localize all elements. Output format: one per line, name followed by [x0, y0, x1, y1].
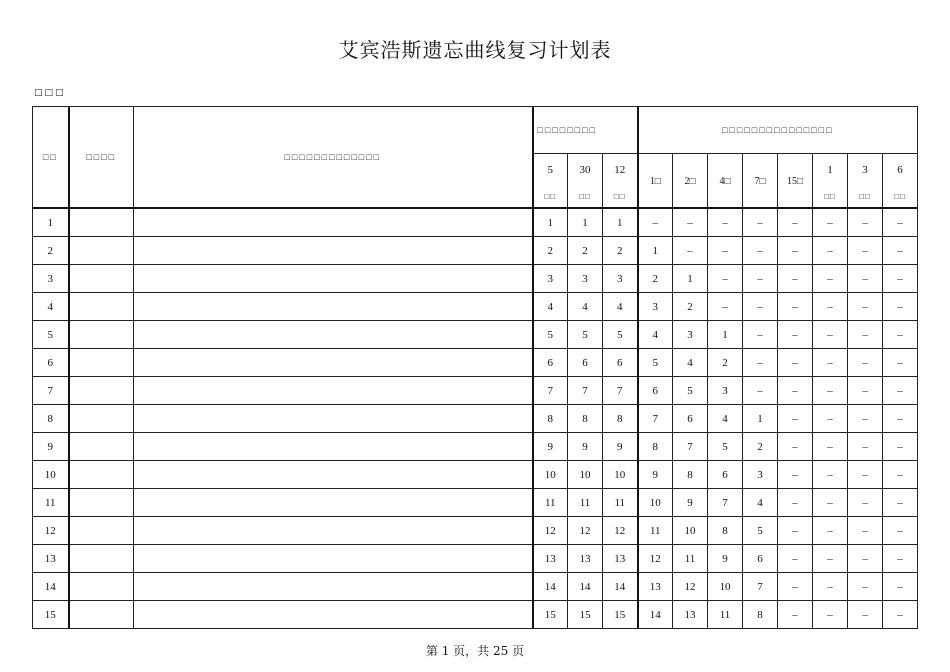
row-index-cell: 8 [33, 405, 69, 433]
header-interval-label: 2□ [684, 175, 696, 187]
header-interval-label: 1□ [649, 175, 661, 187]
row-date-cell[interactable] [69, 293, 134, 321]
review-count-cell: 7 [638, 405, 673, 433]
review-count-cell: – [743, 265, 778, 293]
row-content-cell[interactable] [134, 349, 533, 377]
table-row [33, 237, 918, 265]
review-count-cell: 12 [533, 517, 568, 545]
row-content-cell[interactable] [134, 377, 533, 405]
review-count-cell: – [883, 349, 918, 377]
review-count-cell: 10 [638, 489, 673, 517]
table-row [33, 433, 918, 461]
table-row [33, 349, 918, 377]
review-count-cell: 6 [603, 349, 638, 377]
review-count-cell: – [743, 349, 778, 377]
review-count-cell: – [778, 461, 813, 489]
review-count-cell: 9 [533, 433, 568, 461]
review-count-cell: 9 [568, 433, 603, 461]
review-count-cell: – [813, 433, 848, 461]
review-count-cell: – [848, 601, 883, 629]
review-count-cell: 3 [673, 321, 708, 349]
review-count-cell: – [883, 573, 918, 601]
review-count-cell: 3 [708, 377, 743, 405]
review-count-cell: – [848, 545, 883, 573]
row-index-cell: 5 [33, 321, 69, 349]
header-interval-unit: □□ [613, 192, 626, 201]
row-index-cell: 15 [33, 601, 69, 629]
review-count-cell: 6 [708, 461, 743, 489]
header-interval-number: 3 [862, 164, 868, 176]
review-count-cell: 5 [568, 321, 603, 349]
row-content-cell[interactable] [134, 517, 533, 545]
review-count-cell: – [813, 545, 848, 573]
table-row [33, 461, 918, 489]
page-footer: 第 1 页，共 25 页 [425, 644, 525, 658]
review-count-cell: – [848, 237, 883, 265]
review-count-cell: 6 [568, 349, 603, 377]
review-count-cell: – [813, 377, 848, 405]
header-interval-2 [568, 154, 603, 209]
review-count-cell: 4 [673, 349, 708, 377]
header-interval-unit: □□ [544, 192, 557, 201]
review-count-cell: 3 [638, 293, 673, 321]
review-count-cell: – [883, 321, 918, 349]
review-count-cell: 6 [743, 545, 778, 573]
review-count-cell: 1 [708, 321, 743, 349]
header-interval-number: 1 [827, 164, 833, 176]
review-count-cell: – [813, 265, 848, 293]
review-count-cell: – [883, 461, 918, 489]
header-interval-11 [883, 154, 918, 209]
table-row [33, 377, 918, 405]
review-count-cell: 9 [708, 545, 743, 573]
review-count-cell: 10 [533, 461, 568, 489]
review-count-cell: – [778, 237, 813, 265]
row-content-cell[interactable] [134, 265, 533, 293]
row-index-cell: 13 [33, 545, 69, 573]
review-count-cell: 11 [533, 489, 568, 517]
table-row [33, 405, 918, 433]
header-interval-number: 6 [897, 164, 903, 176]
review-count-cell: 5 [673, 377, 708, 405]
review-plan-table [32, 106, 918, 629]
review-count-cell: 7 [708, 489, 743, 517]
review-count-cell: – [778, 601, 813, 629]
review-count-cell: – [778, 265, 813, 293]
review-count-cell: – [848, 433, 883, 461]
header-interval-unit: □□ [894, 192, 906, 201]
header-row-top [33, 107, 918, 154]
review-count-cell: – [883, 433, 918, 461]
header-interval-number: 12 [614, 164, 626, 176]
row-date-cell[interactable] [69, 461, 134, 489]
review-count-cell: 5 [603, 321, 638, 349]
table-row [33, 517, 918, 545]
row-date-cell[interactable] [69, 237, 134, 265]
review-count-cell: 11 [708, 601, 743, 629]
header-interval-8 [778, 154, 813, 209]
review-count-cell: 2 [673, 293, 708, 321]
review-count-cell: 10 [568, 461, 603, 489]
review-count-cell: – [778, 405, 813, 433]
review-count-cell: – [778, 208, 813, 237]
row-content-cell[interactable] [134, 293, 533, 321]
review-count-cell: – [778, 433, 813, 461]
review-count-cell: – [883, 237, 918, 265]
review-count-cell: 1 [568, 208, 603, 237]
review-count-cell: 7 [533, 377, 568, 405]
review-count-cell: 13 [673, 601, 708, 629]
review-count-cell: 5 [743, 517, 778, 545]
review-count-cell: 6 [673, 405, 708, 433]
review-count-cell: – [813, 208, 848, 237]
review-count-cell: 13 [638, 573, 673, 601]
row-date-cell[interactable] [69, 208, 134, 237]
review-count-cell: 10 [603, 461, 638, 489]
review-count-cell: – [708, 237, 743, 265]
header-interval-unit: □□ [859, 192, 871, 201]
review-count-cell: 10 [708, 573, 743, 601]
review-count-cell: – [883, 405, 918, 433]
review-count-cell: 2 [603, 237, 638, 265]
review-count-cell: – [813, 601, 848, 629]
review-count-cell: 9 [603, 433, 638, 461]
review-count-cell: – [743, 237, 778, 265]
table-row [33, 573, 918, 601]
header-interval-1 [533, 154, 568, 209]
review-count-cell: 15 [568, 601, 603, 629]
review-count-cell: – [883, 208, 918, 237]
review-count-cell: 4 [603, 293, 638, 321]
review-count-cell: – [708, 208, 743, 237]
review-count-cell: – [848, 321, 883, 349]
review-count-cell: 3 [568, 265, 603, 293]
review-count-cell: 10 [673, 517, 708, 545]
row-index-cell: 11 [33, 489, 69, 517]
review-count-cell: – [883, 265, 918, 293]
review-count-cell: – [848, 377, 883, 405]
review-count-cell: 15 [603, 601, 638, 629]
review-count-cell: – [848, 293, 883, 321]
review-count-cell: 13 [603, 545, 638, 573]
review-count-cell: 8 [743, 601, 778, 629]
review-count-cell: 12 [603, 517, 638, 545]
review-count-cell: 12 [568, 517, 603, 545]
table-body [33, 208, 918, 629]
row-content-cell[interactable] [134, 321, 533, 349]
review-count-cell: – [813, 405, 848, 433]
table-row [33, 321, 918, 349]
review-count-cell: – [813, 573, 848, 601]
table-row [33, 265, 918, 293]
review-count-cell: 5 [638, 349, 673, 377]
review-count-cell: – [883, 293, 918, 321]
review-count-cell: 4 [638, 321, 673, 349]
review-count-cell: 5 [533, 321, 568, 349]
row-date-cell[interactable] [69, 321, 134, 349]
header-interval-unit: □□ [579, 192, 591, 201]
review-count-cell: – [883, 545, 918, 573]
review-count-cell: 11 [638, 517, 673, 545]
document-title: 艾宾浩斯遗忘曲线复习计划表 [338, 38, 612, 62]
row-index-cell: 9 [33, 433, 69, 461]
row-index-cell: 6 [33, 349, 69, 377]
row-date-cell[interactable] [69, 601, 134, 629]
review-count-cell: 8 [638, 433, 673, 461]
row-content-cell[interactable] [134, 545, 533, 573]
row-index-cell: 7 [33, 377, 69, 405]
review-count-cell: 4 [568, 293, 603, 321]
review-count-cell: 1 [638, 237, 673, 265]
review-count-cell: – [848, 349, 883, 377]
review-count-cell: – [743, 377, 778, 405]
review-count-cell: – [673, 208, 708, 237]
header-interval-3 [603, 154, 638, 209]
review-count-cell: – [813, 321, 848, 349]
review-count-cell: 11 [603, 489, 638, 517]
review-count-cell: 8 [603, 405, 638, 433]
review-count-cell: 14 [533, 573, 568, 601]
review-count-cell: 7 [743, 573, 778, 601]
review-count-cell: 14 [638, 601, 673, 629]
review-count-cell: 8 [533, 405, 568, 433]
row-date-cell[interactable] [69, 433, 134, 461]
table-row [33, 293, 918, 321]
review-count-cell: 11 [568, 489, 603, 517]
review-count-cell: 2 [568, 237, 603, 265]
row-index-cell: 1 [33, 208, 69, 237]
review-count-cell: – [778, 517, 813, 545]
review-count-cell: 6 [638, 377, 673, 405]
review-count-cell: – [813, 489, 848, 517]
header-interval-number: 30 [579, 164, 591, 176]
header-interval-label: 15□ [786, 175, 804, 187]
header-index: □□ [33, 107, 69, 209]
review-count-cell: – [778, 349, 813, 377]
row-index-cell: 2 [33, 237, 69, 265]
review-count-cell: – [883, 601, 918, 629]
review-count-cell: 4 [533, 293, 568, 321]
review-count-cell: 1 [743, 405, 778, 433]
review-count-cell: 12 [673, 573, 708, 601]
header-date: □□□□ [69, 107, 134, 209]
header-interval-unit: □□ [824, 192, 836, 201]
review-count-cell: – [743, 321, 778, 349]
row-content-cell[interactable] [134, 489, 533, 517]
table-row [33, 545, 918, 573]
review-count-cell: 1 [673, 265, 708, 293]
review-count-cell: 3 [743, 461, 778, 489]
header-interval-number: 5 [547, 164, 553, 176]
review-count-cell: – [778, 489, 813, 517]
row-date-cell[interactable] [69, 377, 134, 405]
review-count-cell: – [813, 293, 848, 321]
review-count-cell: – [883, 377, 918, 405]
review-count-cell: – [743, 293, 778, 321]
row-date-cell[interactable] [69, 405, 134, 433]
row-date-cell[interactable] [69, 517, 134, 545]
row-content-cell[interactable] [134, 405, 533, 433]
review-count-cell: 8 [568, 405, 603, 433]
review-count-cell: 13 [568, 545, 603, 573]
review-count-cell: – [813, 237, 848, 265]
row-index-cell: 10 [33, 461, 69, 489]
review-count-cell: 12 [638, 545, 673, 573]
row-date-cell[interactable] [69, 349, 134, 377]
review-count-cell: – [778, 545, 813, 573]
header-short-term-group: □□□□□□□□ [533, 107, 638, 154]
header-interval-7 [743, 154, 778, 209]
review-count-cell: 2 [533, 237, 568, 265]
row-content-cell[interactable] [134, 208, 533, 237]
row-content-cell[interactable] [134, 573, 533, 601]
review-count-cell: – [848, 517, 883, 545]
review-count-cell: 11 [673, 545, 708, 573]
review-count-cell: – [883, 489, 918, 517]
table-row [33, 489, 918, 517]
header-interval-6 [708, 154, 743, 209]
review-count-cell: – [848, 265, 883, 293]
header-interval-4 [638, 154, 673, 209]
review-count-cell: 13 [533, 545, 568, 573]
review-count-cell: 7 [673, 433, 708, 461]
header-interval-9 [813, 154, 848, 209]
review-count-cell: 7 [603, 377, 638, 405]
review-count-cell: 9 [673, 489, 708, 517]
sheet-subtitle: □□□ [34, 88, 66, 98]
review-count-cell: – [778, 573, 813, 601]
header-long-term-group: □□□□□□□□□□□□□□□ [638, 107, 918, 154]
review-count-cell: – [638, 208, 673, 237]
review-count-cell: 1 [603, 208, 638, 237]
row-content-cell[interactable] [134, 433, 533, 461]
review-count-cell: – [848, 489, 883, 517]
review-count-cell: – [813, 461, 848, 489]
review-count-cell: – [778, 321, 813, 349]
row-index-cell: 14 [33, 573, 69, 601]
review-count-cell: – [673, 237, 708, 265]
review-count-cell: – [708, 293, 743, 321]
review-count-cell: 8 [708, 517, 743, 545]
row-index-cell: 12 [33, 517, 69, 545]
header-interval-label: 7□ [754, 175, 766, 187]
review-count-cell: 2 [638, 265, 673, 293]
review-count-cell: 14 [568, 573, 603, 601]
row-index-cell: 3 [33, 265, 69, 293]
header-interval-label: 4□ [719, 175, 731, 187]
review-count-cell: 1 [533, 208, 568, 237]
row-date-cell[interactable] [69, 573, 134, 601]
review-count-cell: 7 [568, 377, 603, 405]
row-content-cell[interactable] [134, 601, 533, 629]
row-date-cell[interactable] [69, 545, 134, 573]
review-count-cell: – [848, 405, 883, 433]
review-count-cell: – [813, 517, 848, 545]
header-interval-5 [673, 154, 708, 209]
review-count-cell: – [848, 573, 883, 601]
review-count-cell: – [848, 208, 883, 237]
table-row [33, 208, 918, 237]
review-count-cell: 4 [708, 405, 743, 433]
review-count-cell: 14 [603, 573, 638, 601]
review-count-cell: – [778, 377, 813, 405]
row-index-cell: 4 [33, 293, 69, 321]
header-content: □□□□□□□□□□□□□ [134, 107, 533, 209]
row-content-cell[interactable] [134, 237, 533, 265]
review-count-cell: 9 [638, 461, 673, 489]
review-count-cell: 2 [743, 433, 778, 461]
header-interval-10 [848, 154, 883, 209]
review-count-cell: – [708, 265, 743, 293]
review-count-cell: 6 [533, 349, 568, 377]
review-count-cell: – [813, 349, 848, 377]
review-count-cell: – [778, 293, 813, 321]
review-count-cell: 15 [533, 601, 568, 629]
row-date-cell[interactable] [69, 489, 134, 517]
review-count-cell: 4 [743, 489, 778, 517]
row-date-cell[interactable] [69, 265, 134, 293]
review-count-cell: – [743, 208, 778, 237]
review-count-cell: 8 [673, 461, 708, 489]
review-count-cell: – [848, 461, 883, 489]
review-count-cell: – [883, 517, 918, 545]
table-row [33, 601, 918, 629]
review-count-cell: 2 [708, 349, 743, 377]
review-count-cell: 3 [533, 265, 568, 293]
review-count-cell: 5 [708, 433, 743, 461]
row-content-cell[interactable] [134, 461, 533, 489]
review-count-cell: 3 [603, 265, 638, 293]
